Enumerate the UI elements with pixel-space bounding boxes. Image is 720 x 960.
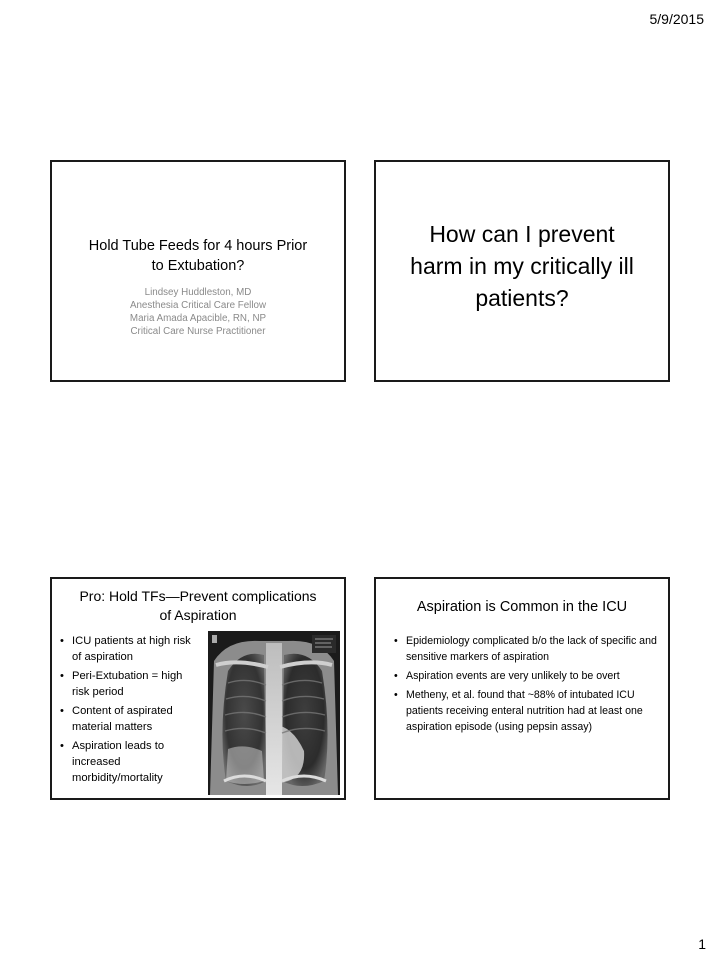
slide-1-authors bbox=[62, 286, 334, 338]
slide-4 bbox=[374, 577, 670, 800]
slide-3-bullet-list bbox=[59, 633, 199, 789]
author-line: Maria Amada Apacible, RN, NP bbox=[129, 313, 267, 324]
slide-3-title bbox=[60, 587, 336, 625]
author-line: Anesthesia Critical Care Fellow bbox=[129, 300, 267, 311]
chest-xray-image bbox=[208, 631, 340, 795]
slide-2-title-line: patients? bbox=[475, 285, 569, 311]
author-line: Critical Care Nurse Practitioner bbox=[130, 326, 266, 337]
slide-2-title-line: harm in my critically ill bbox=[410, 253, 634, 279]
page-number: 1 bbox=[698, 936, 706, 952]
slide-4-title: Aspiration is Common in the ICU bbox=[416, 599, 628, 615]
slide-1-title bbox=[62, 236, 334, 276]
bullet-item: • Metheny, et al. found that ~88% of intubated ICU patients receiving enteral nutrition had at least one aspiration episode (using pepsin assay) bbox=[393, 687, 657, 735]
bullet-item: • Aspiration leads to increased morbidity/mortality bbox=[59, 738, 199, 786]
bullet-item: • Epidemiology complicated b/o the lack of specific and sensitive markers of aspiration bbox=[393, 633, 657, 665]
bullet-item: • Content of aspirated material matters bbox=[59, 703, 199, 735]
slide-2-title-line: How can I prevent bbox=[429, 221, 615, 247]
slide-1-title-line: Hold Tube Feeds for 4 hours Prior bbox=[88, 238, 308, 254]
slide-2-title bbox=[384, 218, 660, 314]
slide-3-title-line: Pro: Hold TFs—Prevent complications bbox=[79, 588, 317, 604]
slide-3 bbox=[50, 577, 346, 800]
slide-1-title-line: to Extubation? bbox=[151, 258, 245, 274]
author-line: Lindsey Huddleston, MD bbox=[144, 287, 252, 298]
slide-3-title-line: of Aspiration bbox=[159, 607, 237, 623]
slide-2 bbox=[374, 160, 670, 382]
slide-4-bullet-list bbox=[393, 633, 657, 738]
bullet-item: • Peri-Extubation = high risk period bbox=[59, 668, 199, 700]
bullet-item: • ICU patients at high risk of aspiration bbox=[59, 633, 199, 665]
bullet-item: • Aspiration events are very unlikely to be overt bbox=[393, 668, 657, 684]
slide-1 bbox=[50, 160, 346, 382]
header-date: 5/9/2015 bbox=[649, 11, 704, 27]
